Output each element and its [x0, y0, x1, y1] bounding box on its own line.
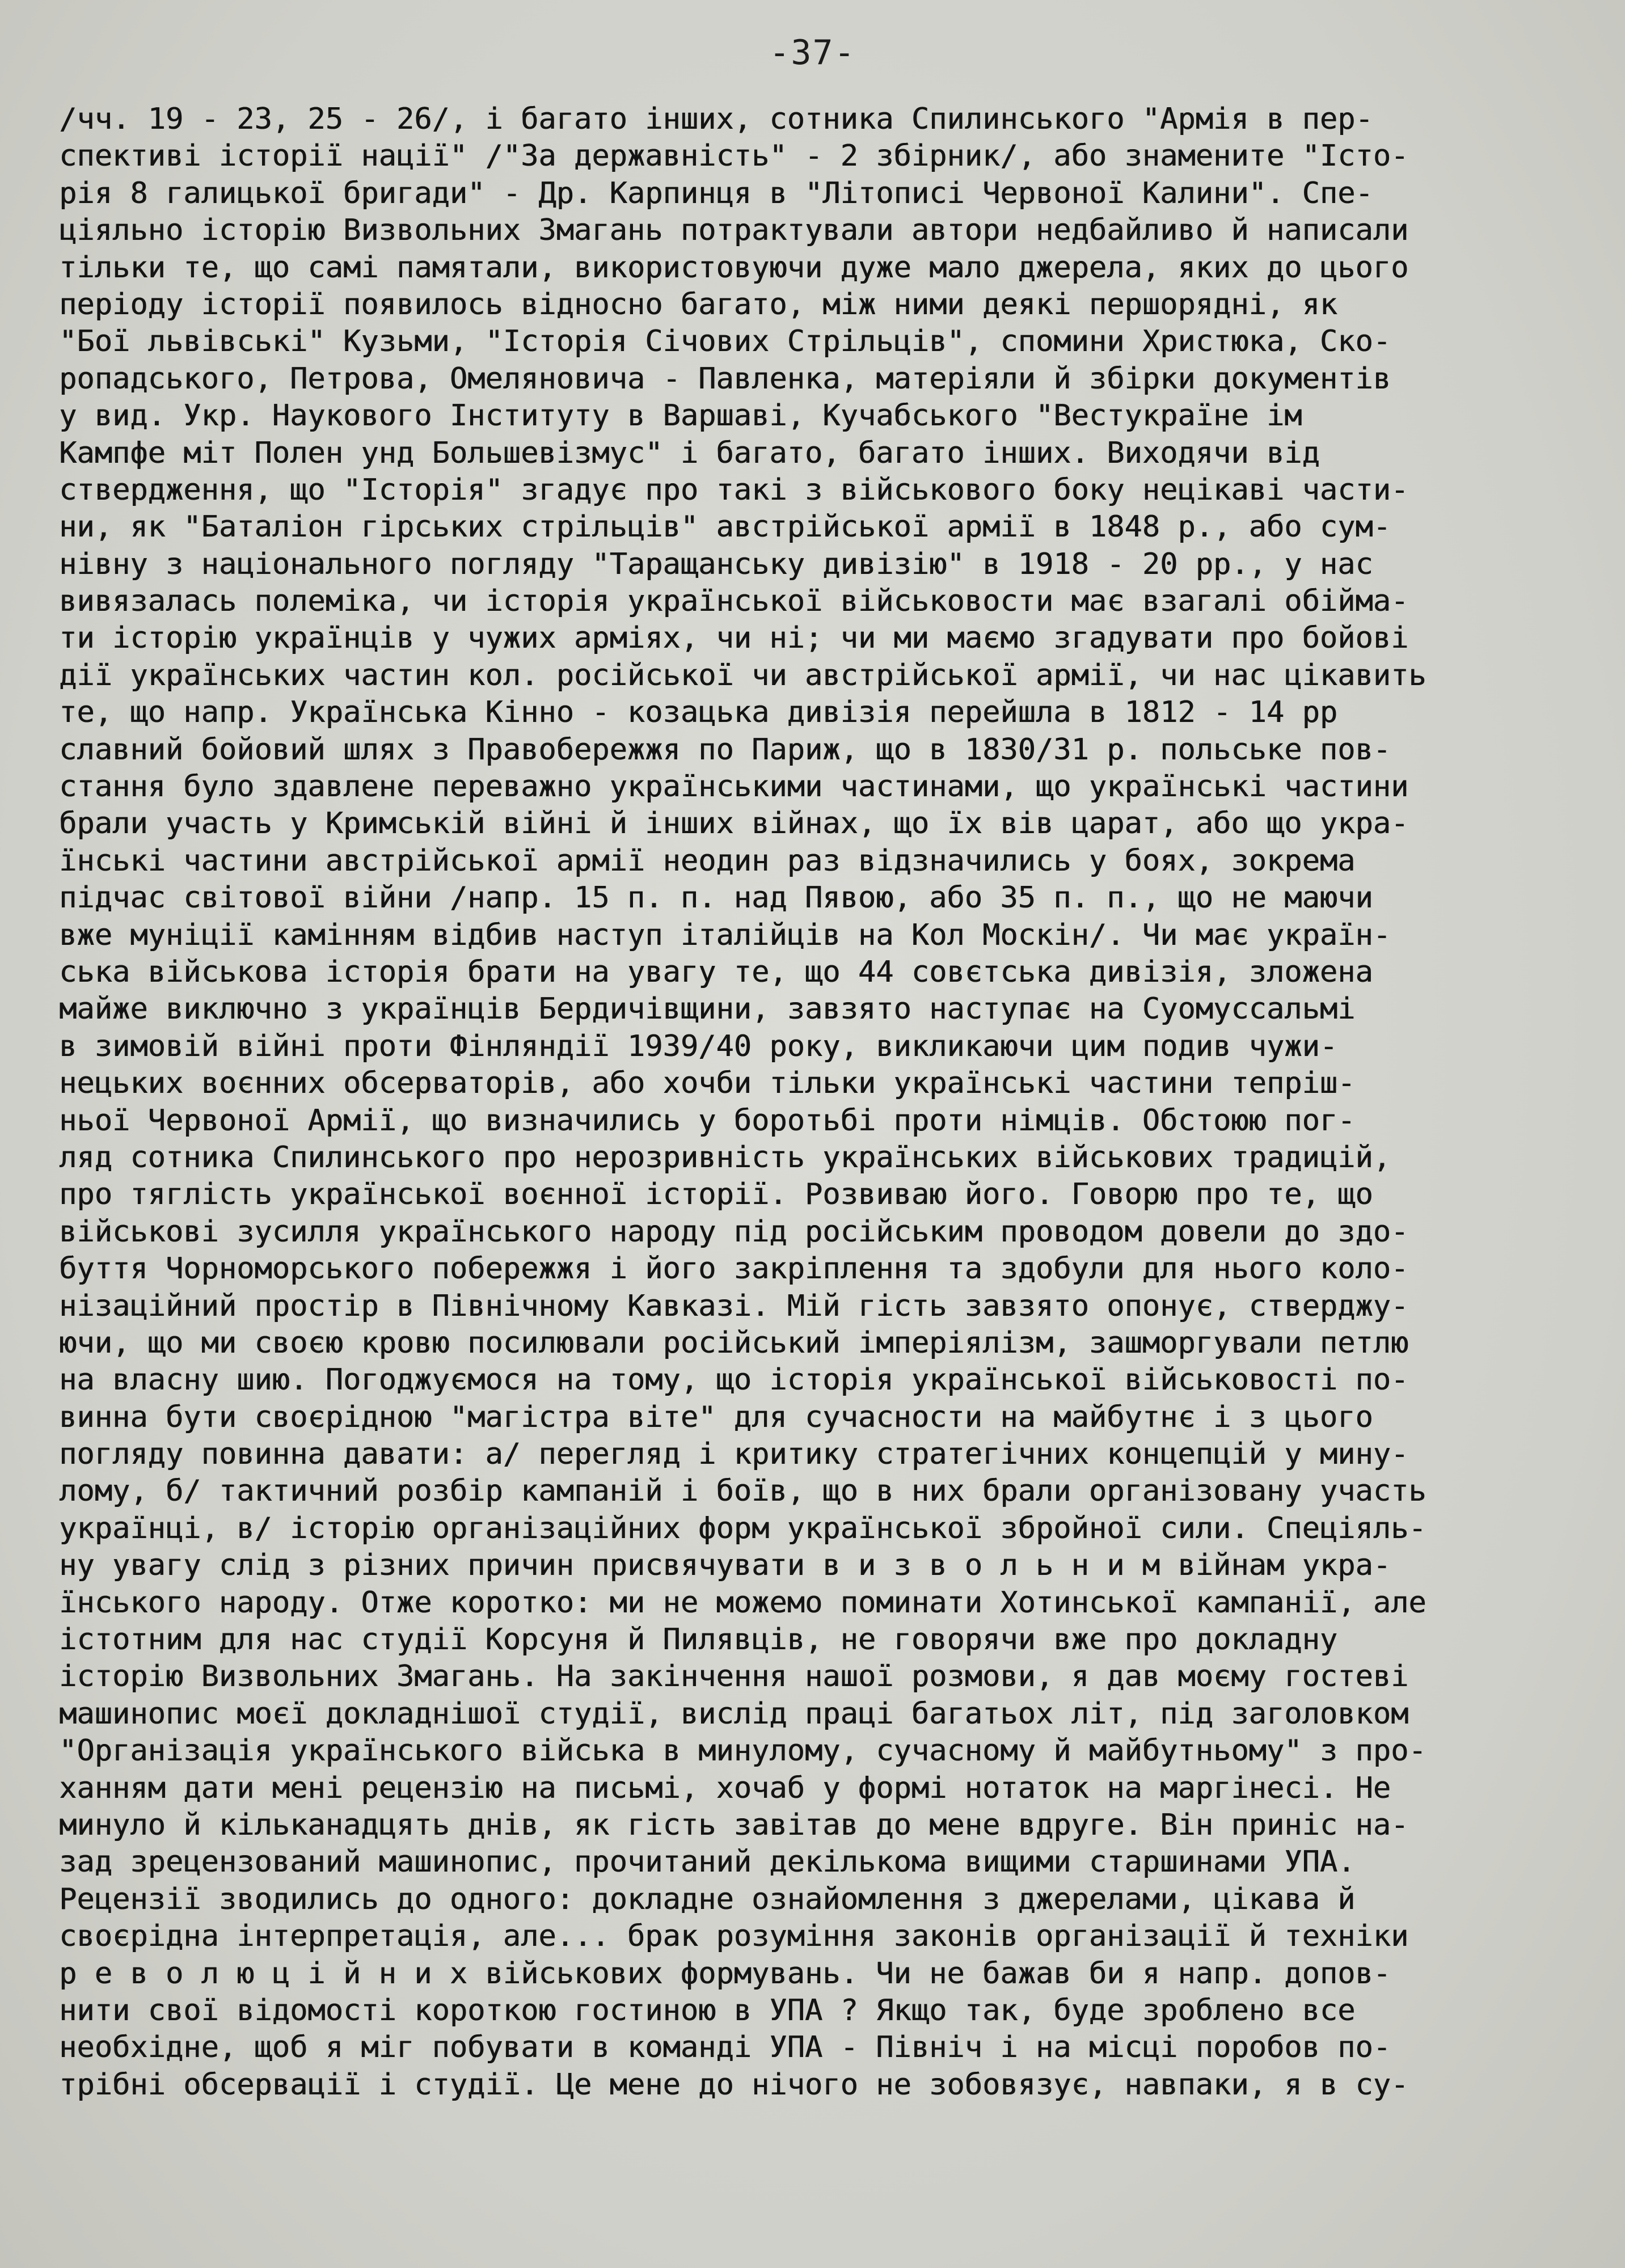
text-line: ючи, що ми своєю кровю посилювали російський імперіялізм, зашморгували петлю: [59, 1325, 1409, 1360]
text-line: Рецензії зводились до одного: докладне ознайомлення з джерелами, цікава й: [59, 1882, 1356, 1916]
text-line: у вид. Укр. Наукового Інституту в Варшаві, Кучабського "Вестукраїне ім: [59, 399, 1302, 433]
text-line: необхідне, щоб я міг побувати в команді УПА - Північ і на місці поробов по-: [59, 2030, 1391, 2065]
text-line: спективі історії нації" /"За державність" - 2 збірник/, або знамените "Істо-: [59, 139, 1409, 174]
text-line: ни, як "Баталіон гірських стрільців" австрійської армії в 1848 р., або сум-: [59, 510, 1391, 544]
text-line: минуло й кільканадцять днів, як гість завітав до мене вдруге. Він приніс на-: [59, 1807, 1409, 1842]
text-line: стання було здавлене переважно українськими частинами, що українські частини: [59, 770, 1409, 804]
text-line: ханням дати мені рецензію на письмі, хочаб у формі нотаток на маргінесі. Не: [59, 1771, 1391, 1805]
text-line: на власну шию. Погоджуємося на тому, що історія української військовості по-: [59, 1363, 1409, 1397]
text-line: Кампфе міт Полен унд Большевізмус" і багато, багато інших. Виходячи від: [59, 436, 1320, 470]
text-line: істотним для нас студії Корсуня й Пилявців, не говорячи вже про докладну: [59, 1623, 1338, 1657]
text-line: погляду повинна давати: а/ перегляд і критику стратегічних концепцій у мину-: [59, 1437, 1409, 1472]
text-line: ропадського, Петрова, Омеляновича - Павленка, матеріяли й збірки документів: [59, 361, 1391, 396]
text-line: тільки те, що самі памятали, використовуючи дуже мало джерела, яких до цього: [59, 250, 1409, 285]
text-line: періоду історії появилось відносно багато, між ними деякі першорядні, як: [59, 287, 1338, 322]
text-line: трібні обсервації і студії. Це мене до нічого не зобовязує, навпаки, я в су-: [59, 2067, 1409, 2102]
text-line: підчас світової війни /напр. 15 п. п. над Пявою, або 35 п. п., що не маючи: [59, 881, 1373, 915]
text-line: рія 8 галицької бригади" - Др. Карпинця в "Літописі Червоної Калини". Спе-: [59, 176, 1373, 210]
text-line: історію Визвольних Змагань. На закінчення нашої розмови, я дав моєму гостеві: [59, 1659, 1409, 1694]
text-line: машинопис моєї докладнішої студії, вислід праці багатьох літ, під заголовком: [59, 1696, 1409, 1731]
text-line: ствердження, що "Історія" згадує про такі з військового боку нецікаві части-: [59, 472, 1409, 507]
body-text: [59, 101, 1579, 2104]
text-line: "Бої львівські" Кузьми, "Історія Січових Стрільців", спомини Христюка, Ско-: [59, 324, 1391, 359]
text-line: "Організація українського війська в минулому, сучасному й майбутньому" з про-: [59, 1734, 1426, 1768]
text-line: вже муніції камінням відбив наступ італійців на Кол Москін/. Чи має україн-: [59, 918, 1391, 952]
text-line: ціяльно історію Визвольних Змагань потрактували автори недбайливо й написали: [59, 213, 1409, 248]
text-line: р е в о л ю ц і й н и х військових формувань. Чи не бажав би я напр. допов-: [59, 1956, 1391, 1991]
text-line: брали участь у Кримській війні й інших війнах, що їх вів царат, або що укра-: [59, 806, 1409, 841]
text-line: винна бути своєрідною "магістра віте" для сучасности на майбутнє і з цього: [59, 1400, 1373, 1434]
text-line: ну увагу слід з різних причин присвячувати в и з в о л ь н и м війнам укра-: [59, 1548, 1391, 1583]
text-line: в зимовій війні проти Фінляндії 1939/40 року, викликаючи цим подив чужи-: [59, 1029, 1338, 1063]
text-line: нецьких воєнних обсерваторів, або хочби тільки українські частини тепріш-: [59, 1066, 1356, 1101]
text-line: майже виключно з українців Бердичівщини, завзято наступає на Суомуссальмі: [59, 992, 1356, 1027]
text-line: славний бойовий шлях з Правобережжя по Париж, що в 1830/31 р. польське пов-: [59, 732, 1391, 767]
text-line: дії українських частин кол. російської чи австрійської армії, чи нас цікавить: [59, 658, 1426, 692]
text-line: /чч. 19 - 23, 25 - 26/, і багато інших, сотника Спилинського "Армія в пер-: [59, 102, 1373, 136]
text-line: українці, в/ історію організаційних форм української збройної сили. Спеціяль-: [59, 1511, 1426, 1545]
text-line: ляд сотника Спилинського про нерозривність українських військових традицій,: [59, 1140, 1391, 1175]
text-line: своєрідна інтерпретація, але... брак розуміння законів організації й техніки: [59, 1919, 1409, 1954]
text-line: вивязалась полеміка, чи історія української військовости має взагалі обійма-: [59, 584, 1409, 619]
text-line: нізаційний простір в Північному Кавказі. Мій гість завзято опонує, стверджу-: [59, 1289, 1409, 1323]
text-line: нити свої відомості короткою гостиною в УПА ? Якщо так, буде зроблено все: [59, 1993, 1356, 2028]
text-line: те, що напр. Українська Кінно - козацька дивізія перейшла в 1812 - 14 рр: [59, 695, 1338, 730]
text-line: військові зусилля українського народу під російським проводом довели до здо-: [59, 1214, 1409, 1249]
text-line: ська військова історія брати на увагу те, що 44 совєтська дивізія, зложена: [59, 954, 1373, 989]
text-line: їнського народу. Отже коротко: ми не можемо поминати Хотинської кампанії, але: [59, 1585, 1426, 1620]
text-line: нівну з національного погляду "Таращанську дивізію" в 1918 - 20 рр., у нас: [59, 547, 1373, 581]
text-line: їнські частини австрійської армії неодин раз відзначились у боях, зокрема: [59, 843, 1356, 878]
text-line: зад зрецензований машинопис, прочитаний декількома вищими старшинами УПА.: [59, 1845, 1356, 1880]
text-line: лому, б/ тактичний розбір кампаній і боїв, що в них брали організовану участь: [59, 1474, 1426, 1509]
page-number: -37-: [769, 33, 856, 73]
text-line: ти історію українців у чужих арміях, чи ні; чи ми маємо згадувати про бойові: [59, 621, 1409, 656]
text-line: ньої Червоної Армії, що визначились у боротьбі проти німців. Обстоюю пог-: [59, 1103, 1356, 1138]
text-line: про тяглість української воєнної історії. Розвиваю його. Говорю про те, що: [59, 1177, 1373, 1212]
text-line: буття Чорноморського побережжя і його закріплення та здобули для нього коло-: [59, 1252, 1409, 1286]
